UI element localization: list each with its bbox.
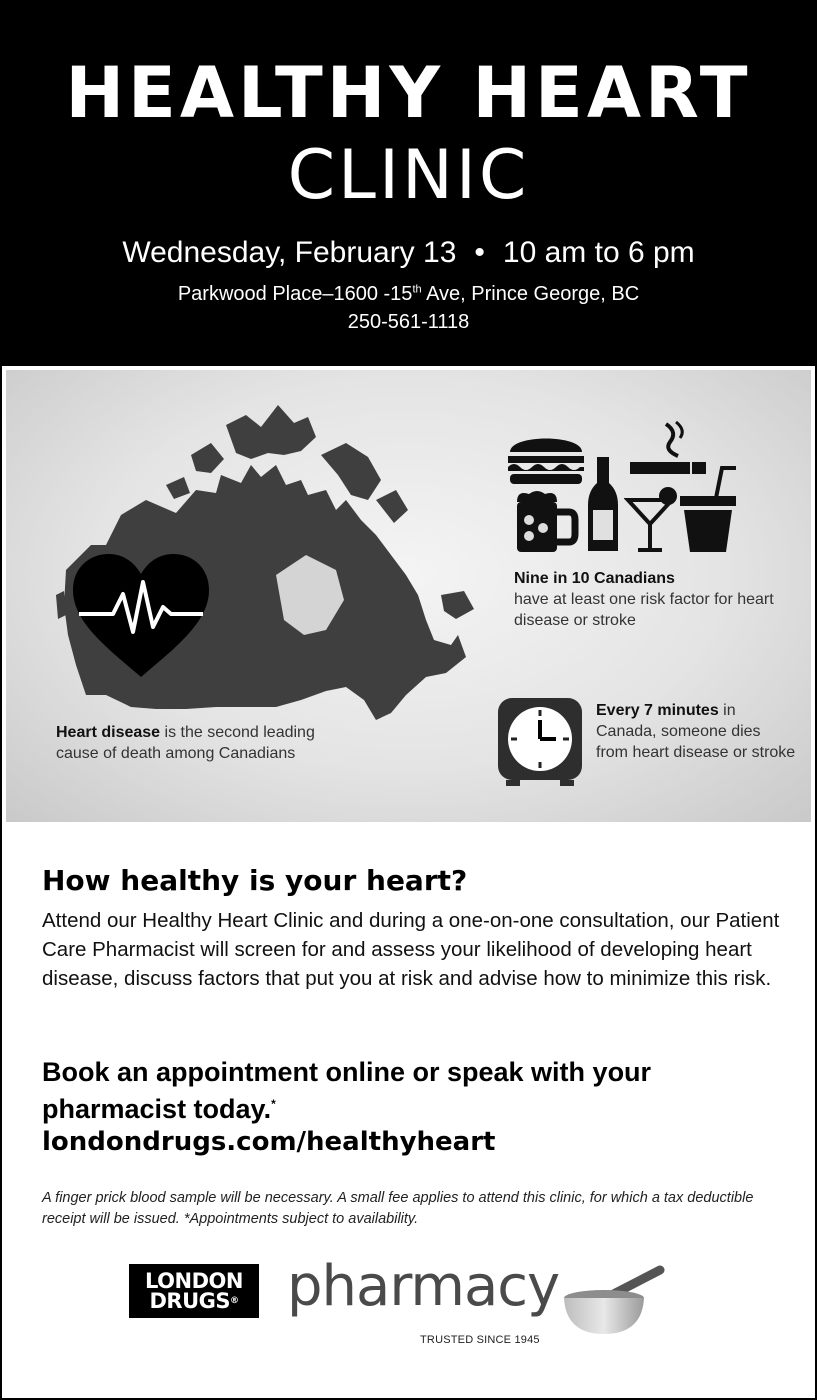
- website-link[interactable]: londondrugs.com/healthyheart: [42, 1127, 496, 1157]
- minutes-stat-text: in Canada, someone dies from heart disease or stroke: [596, 702, 796, 761]
- address-ordinal: th: [412, 283, 422, 296]
- heart-pulse-icon: [71, 552, 211, 682]
- header-banner: [2, 2, 815, 366]
- burger-icon: [506, 428, 586, 486]
- body-heading: How healthy is your heart?: [42, 864, 468, 897]
- disease-stat-bold: Heart disease: [56, 724, 161, 741]
- beer-mug-icon: [511, 488, 581, 554]
- event-date: Wednesday, February 13: [122, 236, 457, 269]
- risk-stat-bold: Nine in 10 Canadians: [514, 570, 675, 587]
- body-paragraph: Attend our Healthy Heart Clinic and during a one-on-one consultation, our Patient Care Pharmacist will screen for and assess your likelihood of developing heart disease, discuss factors that put you at risk and advise how to minimize this risk.: [42, 909, 780, 990]
- book-appointment-text: [42, 1056, 762, 1125]
- clock-icon: [496, 696, 584, 788]
- title-line-1: HEALTHY HEART: [65, 52, 752, 134]
- trusted-since-tagline: TRUSTED SINCE 1945: [420, 1334, 540, 1346]
- pharmacy-wordmark: pharmacy: [287, 1254, 560, 1319]
- disease-stat-text: is the second leading cause of death among Canadians: [56, 724, 315, 762]
- risk-stat: [514, 568, 774, 631]
- logo-line-1: LONDON: [145, 1269, 243, 1293]
- address-text-2: Ave, Prince George, BC: [421, 283, 640, 305]
- london-drugs-logo: [129, 1264, 259, 1318]
- minutes-stat: [596, 700, 796, 763]
- disease-stat: [56, 722, 326, 764]
- soda-cup-icon: [676, 462, 742, 554]
- risk-stat-text: have at least one risk factor for heart disease or stroke: [514, 591, 774, 629]
- minutes-stat-bold: Every 7 minutes: [596, 702, 719, 719]
- event-datetime: [2, 238, 815, 268]
- address-text: Parkwood Place–1600 -15: [177, 283, 413, 305]
- mortar-pestle-icon: [558, 1262, 668, 1340]
- book-asterisk: *: [271, 1097, 276, 1111]
- event-address: [2, 284, 815, 304]
- cocktail-icon: [624, 482, 684, 554]
- title-line-2: CLINIC: [287, 136, 530, 215]
- logo-registered-mark: ®: [230, 1296, 239, 1306]
- event-phone: 250-561-1118: [347, 311, 470, 333]
- logo-line-2: DRUGS: [149, 1289, 230, 1313]
- book-text: Book an appointment online or speak with your pharmacist today.: [42, 1057, 652, 1124]
- fine-print: A finger prick blood sample will be necessary. A small fee applies to attend this clinic, for which a tax deductible receipt will be issued. *Appointments subject to availability.: [42, 1190, 754, 1227]
- infographic: [6, 370, 811, 822]
- separator-dot: •: [474, 236, 485, 269]
- bottle-icon: [586, 455, 620, 555]
- event-time: 10 am to 6 pm: [502, 236, 695, 269]
